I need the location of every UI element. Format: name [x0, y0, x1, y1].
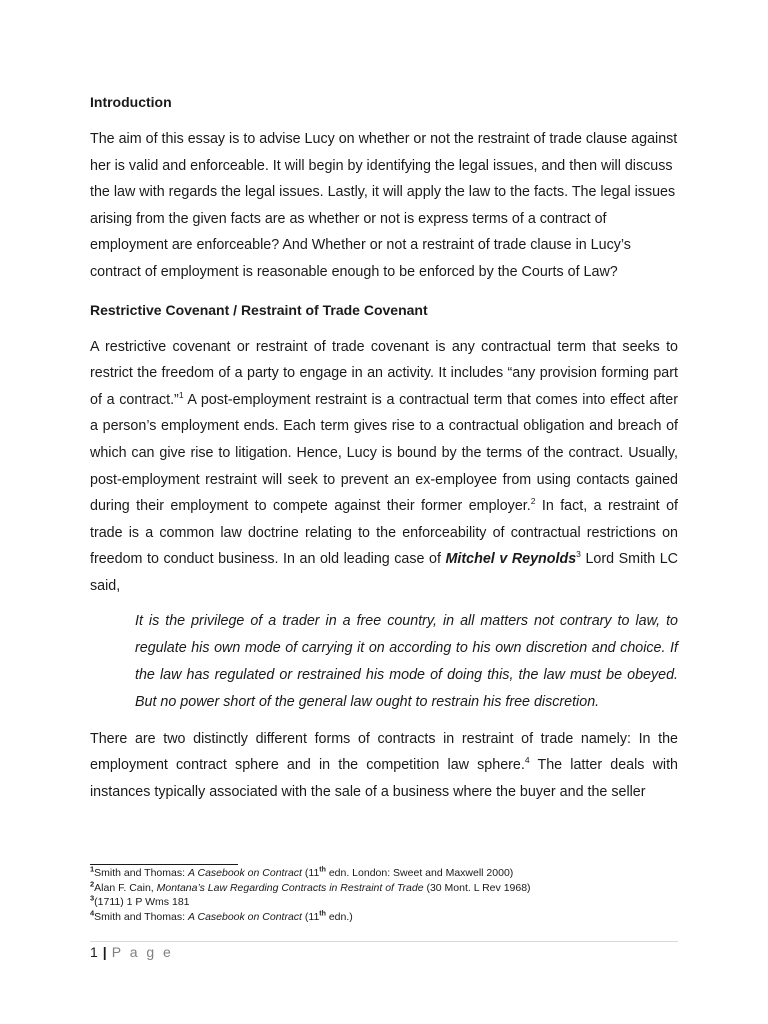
footnote-number: 1: [90, 864, 95, 874]
text-segment: In fact, a restraint of trade is a common law doctrine relating to the enforceability of contractual restrictions on freedom to conduct business. In an old leading case of: [90, 498, 678, 568]
footnote-text: edn. London: Sweet and Maxwell 2000): [325, 867, 514, 879]
footnote-number: 2: [90, 879, 95, 888]
text-segment: A restrictive covenant or restraint of trade covenant is any contractual term that seeks to restrict the freedom of a party to engage in an activity. It includes “any provision forming part of a contract.”: [90, 338, 678, 408]
footer-separator-bar: |: [102, 944, 107, 960]
footnote-text: (30 Mont. L Rev 1968): [423, 881, 531, 894]
page-footer: [90, 943, 173, 961]
body-content: [90, 92, 678, 805]
paragraph-forms-of-contracts: [90, 726, 678, 806]
footnote-title: A Casebook on Contract: [187, 910, 302, 923]
footnote-title: A Casebook on Contract: [187, 867, 302, 879]
footnote-number: 4: [90, 908, 95, 917]
text-segment: There are two distinctly different forms of contracts in restraint of trade namely: In the employment contract sphere and in the competition law sphere.: [90, 730, 678, 774]
footnote-text: (11: [301, 867, 320, 879]
footnote-number: 3: [90, 893, 95, 903]
footnote-ordinal: th: [319, 910, 326, 917]
footnote-text: Smith and Thomas:: [94, 867, 188, 879]
text-segment: The latter deals with instances typically associated with the sale of a business where the buyer and the seller: [90, 757, 679, 800]
footnotes: [90, 866, 690, 924]
footnote-text: edn.): [325, 910, 353, 923]
footnote-2: [90, 881, 690, 896]
footnote-title: Montana’s Law Regarding Contracts in Restraint of Trade: [156, 881, 424, 894]
footnote-text: Alan F. Cain,: [94, 881, 157, 894]
heading-introduction: Introduction: [90, 94, 172, 110]
paragraph-restrictive-covenant: [90, 334, 678, 600]
page-label: P a g e: [111, 944, 174, 960]
footnote-ref-1[interactable]: 1: [178, 389, 184, 400]
footnote-4: [90, 910, 690, 925]
footnote-ordinal: th: [319, 866, 326, 874]
footnote-1: [90, 866, 690, 881]
footnote-text: (1711) 1 P Wms 181: [94, 896, 190, 908]
footnote-ref-4[interactable]: 4: [524, 755, 530, 766]
footnote-3: [90, 895, 690, 910]
footnote-separator: [90, 864, 238, 865]
footnote-text: Smith and Thomas:: [94, 910, 188, 923]
text-segment: A post-employment restraint is a contractual term that comes into effect after a person’s employment ends. Each term gives rise to a contractual obligation and breach of which can give rise to litigation. Hence, Lucy is bound by the terms of the contract. Usually, post-employment restraint will seek to prevent an ex-employee from using contacts gained during their employment to compete against their former employer.: [90, 391, 678, 515]
footnote-ref-3[interactable]: 3: [576, 549, 581, 560]
case-name: Mitchel v Reynolds: [445, 551, 577, 568]
footnote-text: (11: [301, 910, 320, 923]
block-quote: It is the privilege of a trader in a free country, in all matters not contrary to law, to regulate his own mode of carrying it on according to his own discretion and choice. If the law has regulated or restrained his mode of doing this, the law must be obeyed. But no power short of the general law ought to restrain his free discretion.: [135, 612, 678, 710]
heading-restrictive-covenant: Restrictive Covenant / Restraint of Trade Covenant: [90, 301, 428, 318]
text-segment: Lord Smith LC said,: [90, 551, 678, 594]
page-number: 1: [90, 944, 98, 960]
footer-separator: [90, 941, 678, 942]
footnote-ref-2[interactable]: 2: [530, 496, 536, 507]
paragraph-introduction: The aim of this essay is to advise Lucy on whether or not the restraint of trade clause against her is valid and enforceable. It will begin by identifying the legal issues, and then will discuss the law with regards the legal issues. Lastly, it will apply the law to the facts. The legal issues arising from the given facts are as whether or not is express terms of a contract of employment are enforceable? And Whether or not a restraint of trade clause in Lucy’s contract of employment is reasonable enough to be enforced by the Courts of Law?: [90, 131, 678, 280]
